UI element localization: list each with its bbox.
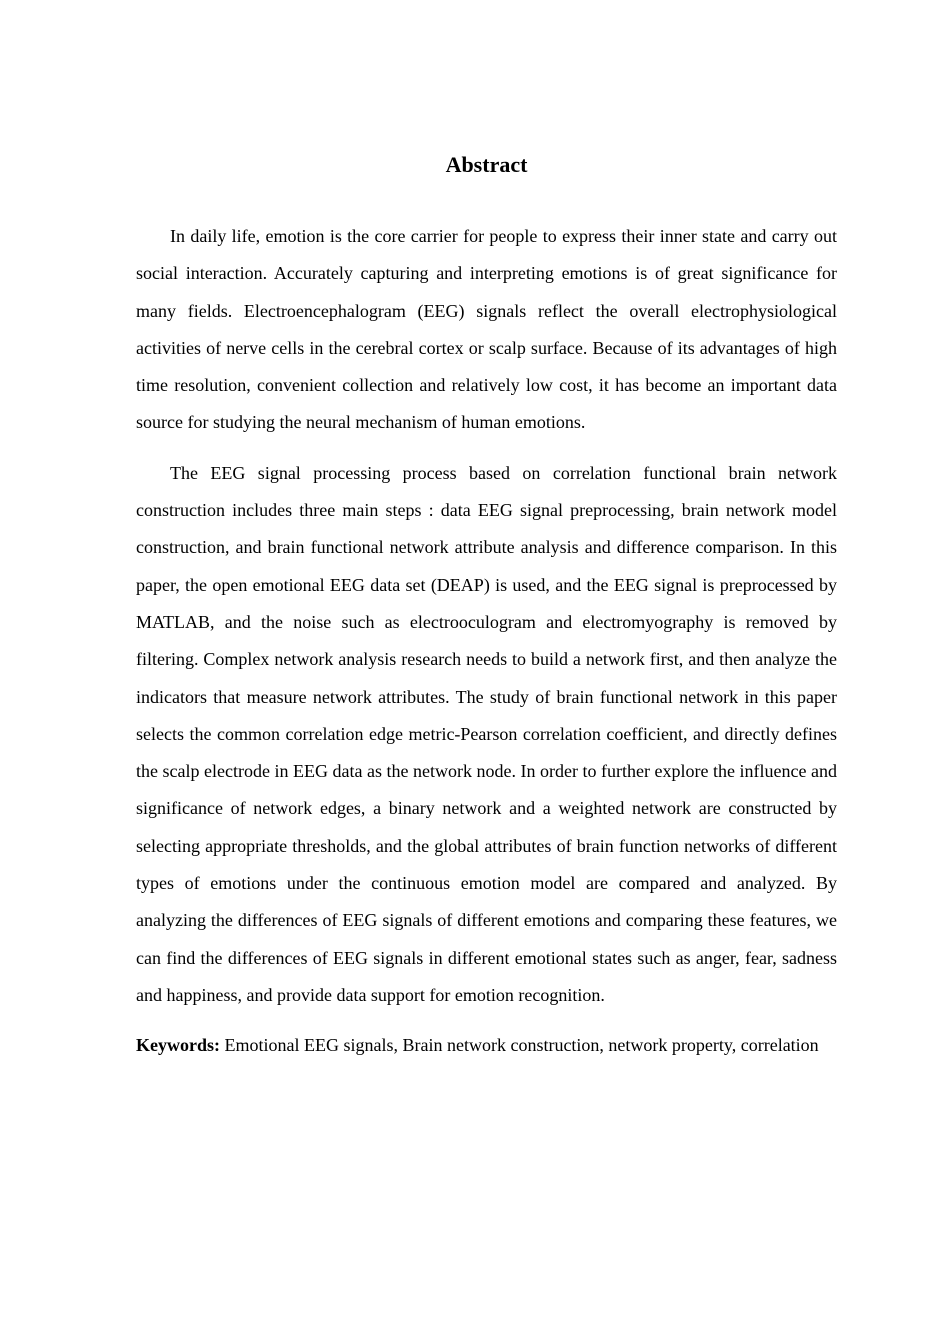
abstract-title: Abstract [445,152,528,177]
keywords-text: Emotional EEG signals, Brain network construction, network property, correlation [220,1035,819,1056]
keywords-line [136,1027,837,1064]
abstract-paragraph-1: In daily life, emotion is the core carrier for people to express their inner state and carry out social interaction. Accurately capturing and interpreting emotions is of great significance for many fields. Electroencephalogram (EEG) signals reflect the overall electrophysiological activities of nerve cells in the cerebral cortex or scalp surface. Because of its advantages of high time resolution, convenient collection and relatively low cost, it has become an important data source for studying the neural mechanism of human emotions. [136,226,837,433]
abstract-paragraph-2: The EEG signal processing process based on correlation functional brain network construction includes three main steps : data EEG signal preprocessing, brain network model construction, and brain functional network attribute analysis and difference comparison. In this paper, the open emotional EEG data set (DEAP) is used, and the EEG signal is preprocessed by MATLAB, and the noise such as electrooculogram and electromyography is removed by filtering. Complex network analysis research needs to build a network first, and then analyze the indicators that measure network attributes. The study of brain functional network in this paper selects the common correlation edge metric-Pearson correlation coefficient, and directly defines the scalp electrode in EEG data as the network node. In order to further explore the influence and significance of network edges, a binary network and a weighted network are constructed by selecting appropriate thresholds, and the global attributes of brain function networks of different types of emotions under the continuous emotion model are compared and analyzed. By analyzing the differences of EEG signals of different emotions and comparing these features, we can find the differences of EEG signals in different emotional states such as anger, fear, sadness and happiness, and provide data support for emotion recognition. [136,462,837,1005]
abstract-page [136,148,837,1065]
keywords-label: Keywords: [136,1035,220,1056]
